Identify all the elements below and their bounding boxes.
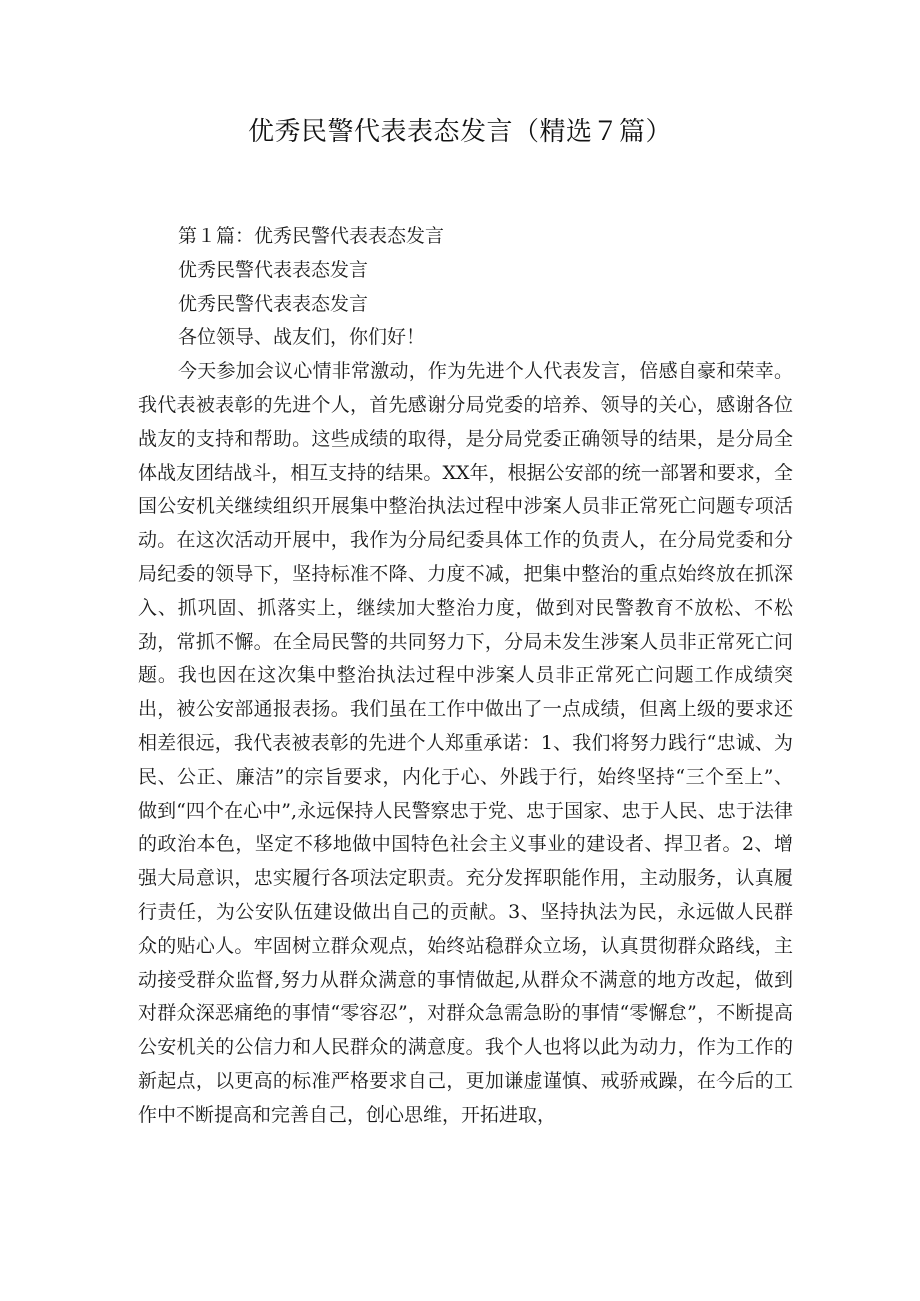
body-paragraph: 今天参加会议心情非常激动，作为先进个人代表发言，倍感自豪和荣幸。我代表被表彰的先进个人，首先感谢分局党委的培养、领导的关心，感谢各位战友的支持和帮助。这些成绩的取得，是分局党委正确领导的结果，是分局全体战友团结战斗，相互支持的结果。XX年，根据公安部的统一部署和要求，全国公安机关继续组织开展集中整治执法过程中涉案人员非正常死亡问题专项活动。在这次活动开展中，我作为分局纪委具体工作的负责人，在分局党委和分局纪委的领导下，坚持标准不降、力度不减，把集中整治的重点始终放在抓深入、抓巩固、抓落实上，继续加大整治力度，做到对民警教育不放松、不松劲，常抓不懈。在全局民警的共同努力下，分局未发生涉案人员非正常死亡问题。我也因在这次集中整治执法过程中涉案人员非正常死亡问题工作成绩突出，被公安部通报表扬。我们虽在工作中做出了一点成绩，但离上级的要求还相差很远，我代表被表彰的先进个人郑重承诺：1、我们将努力践行“忠诚、为民、公正、廉洁”的宗旨要求，内化于心、外践于行，始终坚持“三个至上”、做到“四个在心中”,永远保持人民警察忠于党、忠于国家、忠于人民、忠于法律的政治本色，坚定不移地做中国特色社会主义事业的建设者、捍卫者。2、增强大局意识，忠实履行各项法定职责。充分发挥职能作用，主动服务，认真履行责任，为公安队伍建设做出自己的贡献。3、坚持执法为民，永远做人民群众的贴心人。牢固树立群众观点，始终站稳群众立场，认真贯彻群众路线，主动接受群众监督,努力从群众满意的事情做起,从群众不满意的地方改起，做到对群众深恶痛绝的事情“零容忍”，对群众急需急盼的事情“零懈怠”，不断提高公安机关的公信力和人民群众的满意度。我个人也将以此为动力，作为工作的新起点，以更高的标准严格要求自己，更加谦虚谨慎、戒骄戒躁，在今后的工作中不断提高和完善自己，创心思维，开拓进取， xyxy=(138,360,793,1126)
subtitle-line: 优秀民警代表表态发言 xyxy=(178,292,369,315)
subtitle-line: 优秀民警代表表态发言 xyxy=(178,258,369,281)
greeting-line: 各位领导、战友们，你们好！ xyxy=(178,326,426,349)
section-heading: 第１篇：优秀民警代表表态发言 xyxy=(178,225,445,247)
document-body xyxy=(138,220,793,1133)
document-title: 优秀民警代表表态发言（精选７篇） xyxy=(247,117,672,147)
